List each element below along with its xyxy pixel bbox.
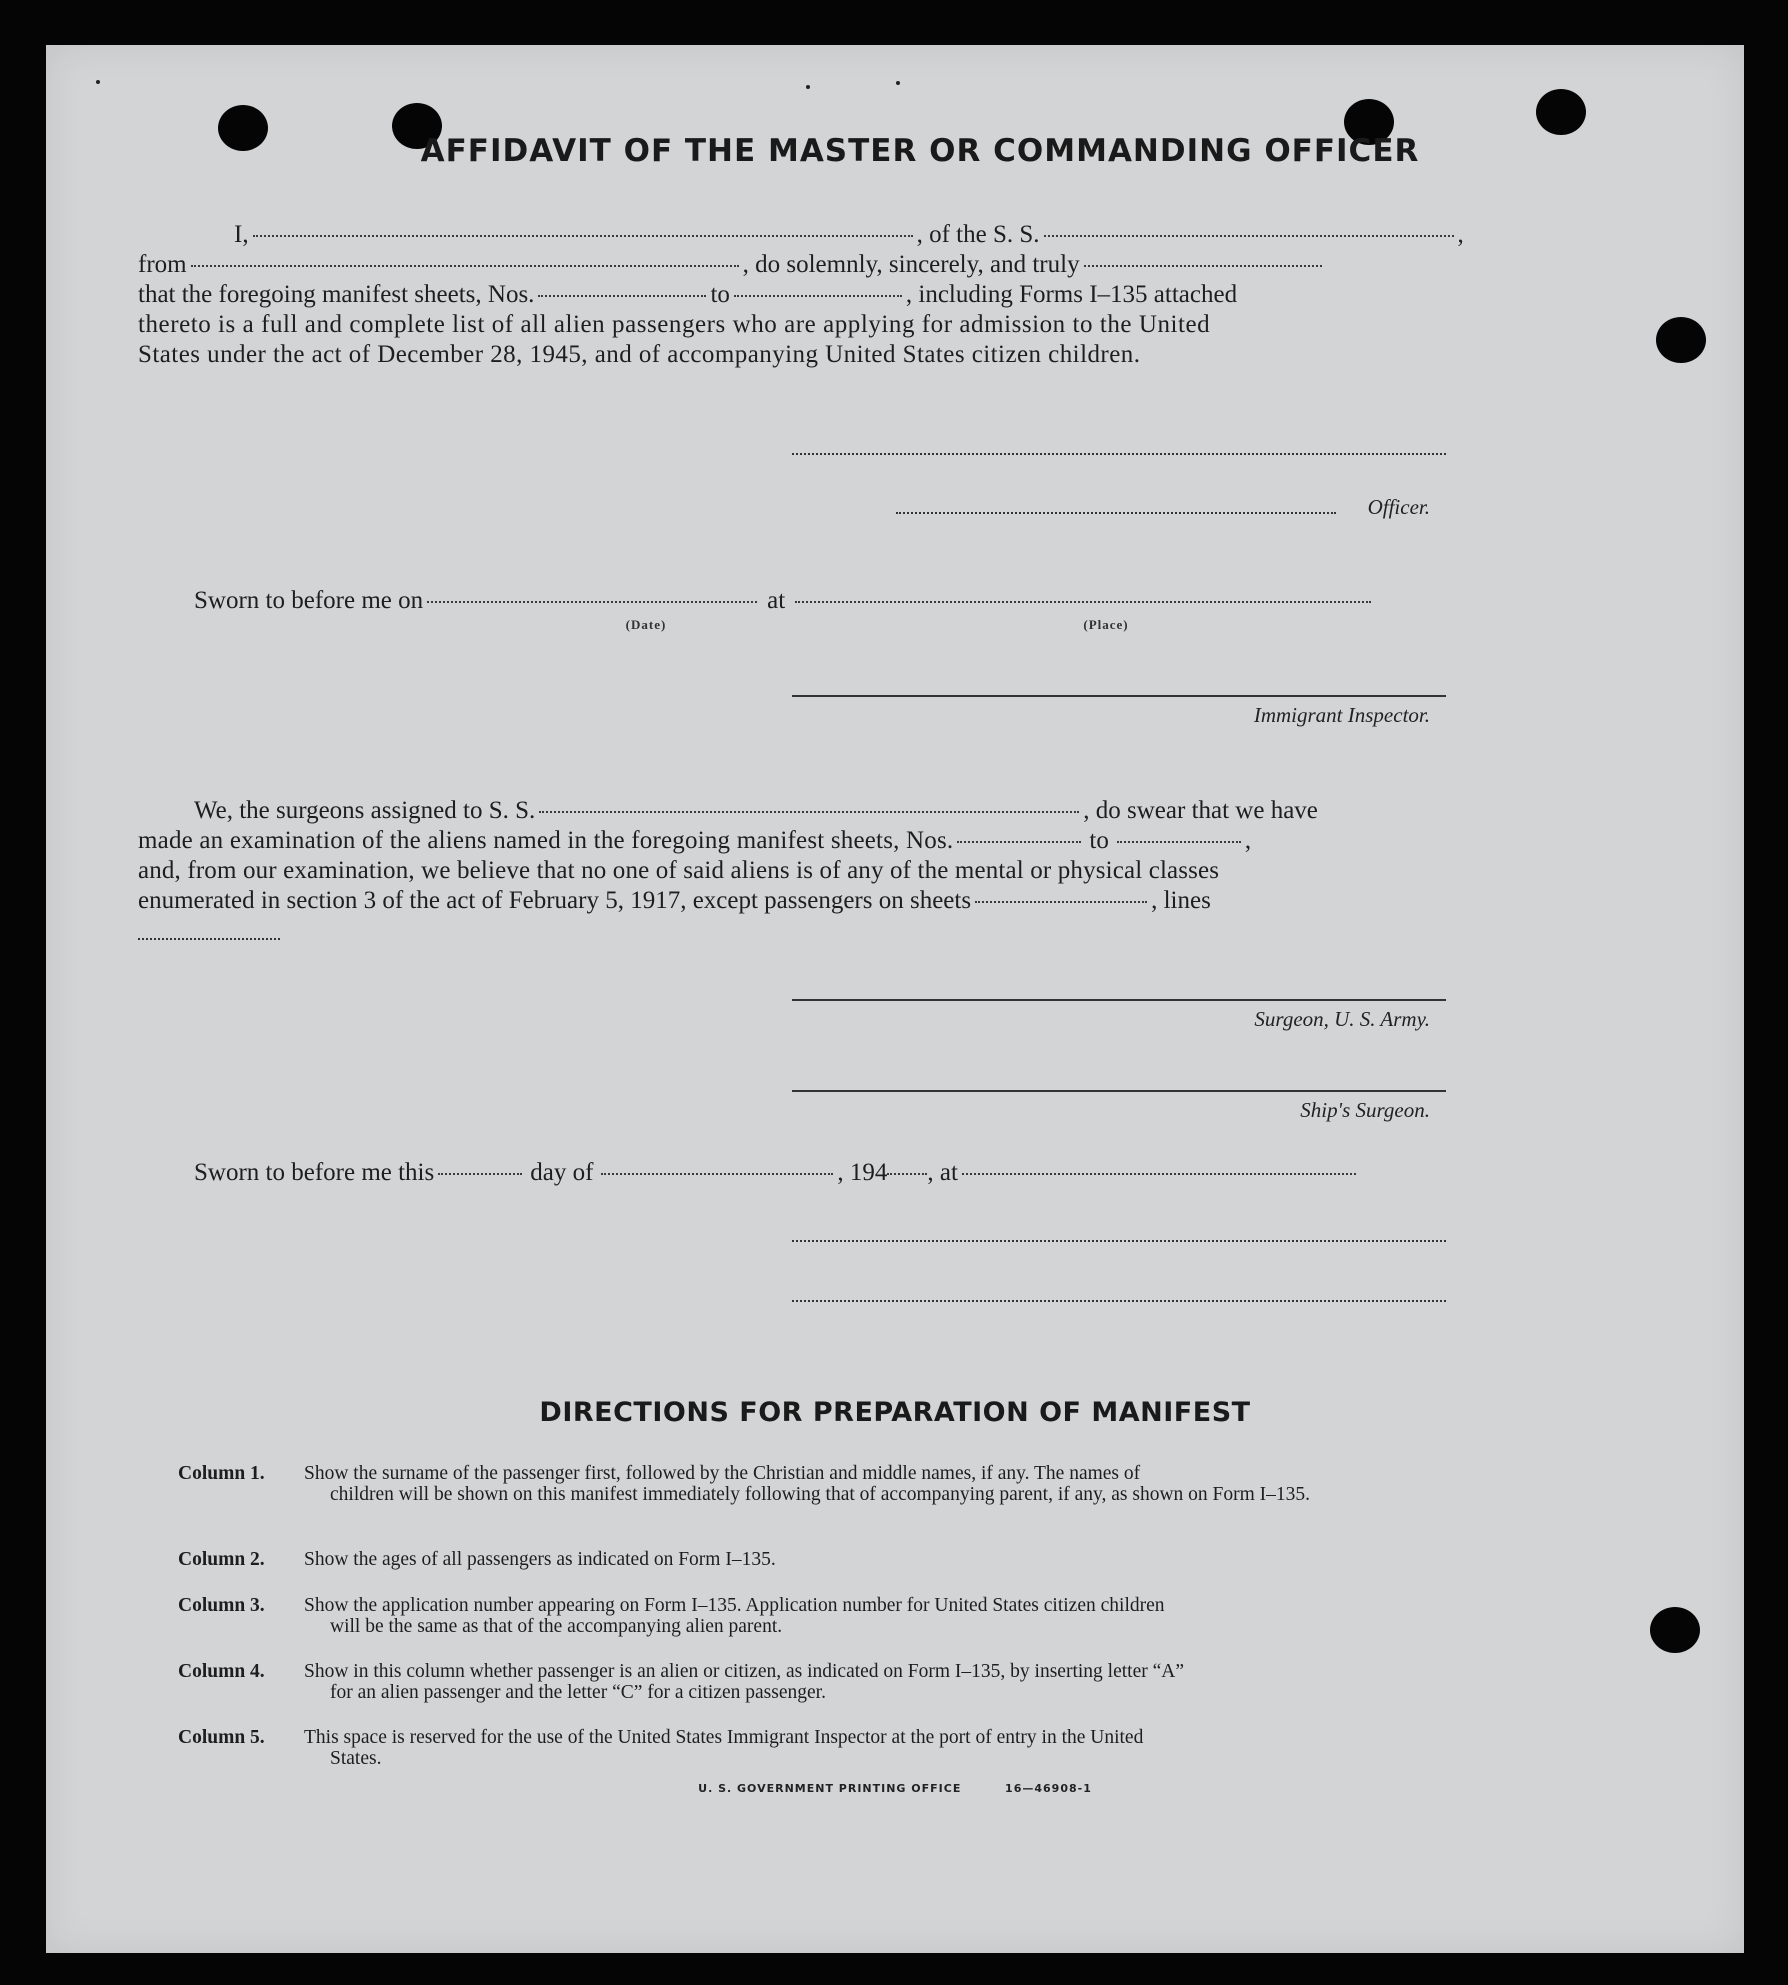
form-page xyxy=(46,45,1744,1953)
master-line-1: I, , of the S. S. , xyxy=(234,221,1464,248)
sworn-location-field[interactable] xyxy=(962,1173,1356,1175)
directions-title: DIRECTIONS FOR PREPARATION OF MANIFEST xyxy=(539,1397,1251,1428)
affidavit-title: AFFIDAVIT OF THE MASTER OR COMMANDING OFFICER xyxy=(420,133,1420,169)
master-line-2: from , do solemnly, sincerely, and truly xyxy=(138,251,1498,279)
sworn-day-field[interactable] xyxy=(438,1173,522,1175)
army-surgeon-signature-line[interactable] xyxy=(792,999,1446,1001)
army-surgeon-label: Surgeon, U. S. Army. xyxy=(1254,1007,1430,1031)
exception-sheets-field[interactable] xyxy=(975,901,1147,903)
surgeon-sheets-to-field[interactable] xyxy=(1117,841,1241,843)
master-line-3: that the foregoing manifest sheets, Nos. to , including Forms I–135 attached xyxy=(138,281,1238,308)
speck xyxy=(96,80,100,84)
sworn-place-field[interactable] xyxy=(795,601,1371,603)
direction-column-5: Column 5. This space is reserved for the use of the United States Immigrant Inspector at the port of entry in the United States. xyxy=(178,1727,1144,1769)
exception-lines-field[interactable] xyxy=(138,938,280,940)
surgeon-line-1: We, the surgeons assigned to S. S. , do swear that we have xyxy=(194,797,1318,824)
ship-name-field[interactable] xyxy=(1044,235,1454,237)
sworn-day-line: Sworn to before me this day of , 194 , at xyxy=(194,1159,1448,1187)
oath-field[interactable] xyxy=(1084,265,1322,267)
master-name-field[interactable] xyxy=(253,235,913,237)
inspector-signature-line[interactable] xyxy=(792,695,1446,697)
direction-column-3: Column 3. Show the application number appearing on Form I–135. Application number for United States citizen children will be the same as that of the accompanying alien parent. xyxy=(178,1595,1165,1637)
printer-imprint: U. S. GOVERNMENT PRINTING OFFICE 16—46908-1 xyxy=(698,1782,1092,1795)
surgeon-line-3: and, from our examination, we believe that no one of said aliens is of any of the mental or physical classes xyxy=(138,857,1220,884)
sworn-date-field[interactable] xyxy=(427,601,757,603)
master-line-4: thereto is a full and complete list of all alien passengers who are applying for admission to the United xyxy=(138,311,1211,338)
place-caption: (Place) xyxy=(1083,617,1129,632)
direction-column-1: Column 1. Show the surname of the passenger first, followed by the Christian and middle names, if any. The names of children will be shown on this manifest immediately following that of accompanying parent, if any, as shown on Form I–135. xyxy=(178,1463,1311,1505)
officer-title-line[interactable] xyxy=(896,512,1336,514)
inspector-signature-line-2[interactable] xyxy=(792,1240,1446,1242)
inspector-title-line-2[interactable] xyxy=(792,1300,1446,1302)
master-line-5: States under the act of December 28, 1945, and of accompanying United States citizen children. xyxy=(138,341,1141,368)
officer-label: Officer. xyxy=(1367,495,1430,519)
direction-column-2: Column 2. Show the ages of all passengers as indicated on Form I–135. xyxy=(178,1549,776,1570)
sworn-month-field[interactable] xyxy=(601,1173,833,1175)
officer-signature-line[interactable] xyxy=(792,453,1446,455)
surgeon-line-2: made an examination of the aliens named in the foregoing manifest sheets, Nos. to , xyxy=(138,827,1252,854)
sworn-date-place-line: Sworn to before me on at xyxy=(194,587,1448,615)
punch-hole xyxy=(1656,317,1706,363)
sheets-to-field[interactable] xyxy=(734,295,902,297)
port-from-field[interactable] xyxy=(191,265,739,267)
speck xyxy=(896,81,900,85)
ship-surgeon-label: Ship's Surgeon. xyxy=(1300,1098,1430,1122)
punch-hole xyxy=(1650,1607,1700,1653)
speck xyxy=(806,85,810,89)
inspector-label: Immigrant Inspector. xyxy=(1253,703,1430,727)
date-caption: (Date) xyxy=(625,617,667,632)
surgeon-sheets-from-field[interactable] xyxy=(957,841,1081,843)
direction-column-4: Column 4. Show in this column whether passenger is an alien or citizen, as indicated on Form I–135, by inserting letter “A” for an alien passenger and the letter “C” for a citizen passenger. xyxy=(178,1661,1184,1703)
punch-hole xyxy=(1536,89,1586,135)
sheets-from-field[interactable] xyxy=(538,295,706,297)
surgeon-line-4: enumerated in section 3 of the act of February 5, 1917, except passengers on sheets , lines xyxy=(138,887,1211,914)
surgeon-ship-field[interactable] xyxy=(539,811,1079,813)
ship-surgeon-signature-line[interactable] xyxy=(792,1090,1446,1092)
sworn-year-field[interactable] xyxy=(887,1173,927,1175)
